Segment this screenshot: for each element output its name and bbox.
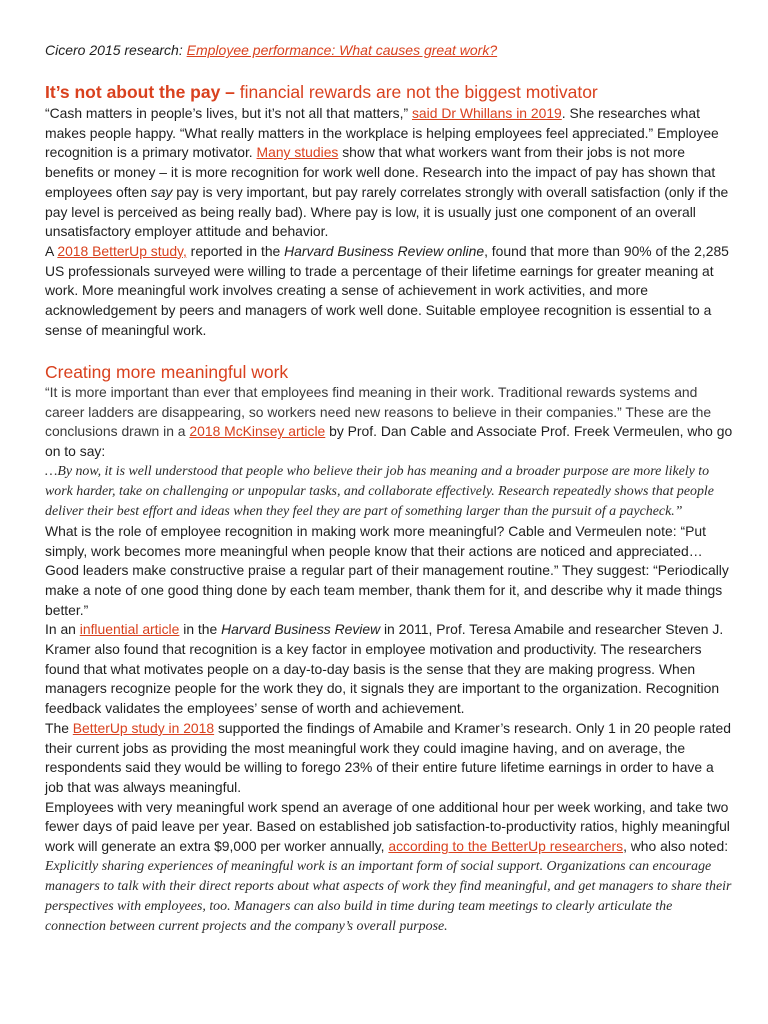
text-run: show that what workers want from their jobs is not more benefits or money – it is more recognition for work well done. Research into the impact of pay has shown that employees often bbox=[45, 144, 716, 200]
text-run: . She researches what makes people happy. “What really matters in the workplace is helping employees feel appreciated.” Employee recognition is a primary motivator. bbox=[45, 105, 719, 161]
mckinsey-link[interactable]: 2018 McKinsey article bbox=[189, 423, 326, 440]
text-run: The bbox=[45, 719, 73, 736]
section2-paragraph-1 bbox=[45, 383, 735, 462]
text-run: in the bbox=[179, 621, 222, 638]
section2-heading: Creating more meaningful work bbox=[45, 362, 289, 382]
influential-article-link[interactable]: influential article bbox=[79, 621, 180, 638]
many-studies-link[interactable]: Many studies bbox=[256, 144, 339, 161]
section1-body bbox=[45, 104, 735, 340]
section2-paragraph-2: What is the role of employee recognition in making work more meaningful? Cable and Vermeulen note: “Put simply, work becomes more meaningful when people know that their actions are noticed and appreciated…Good leaders make constructive praise a regular part of their management routine.” They suggest: “Periodically make a note of one good thing done by each team member, thank them for it, and describe why it made things better.” bbox=[45, 522, 729, 618]
section2-paragraph-4 bbox=[45, 719, 735, 798]
section1-paragraph-2 bbox=[45, 242, 735, 341]
quote-block-1: …By now, it is well understood that people who believe their job has meaning and a broader purpose are more likely to work harder, take on challenging or unpopular tasks, and collaborate effectively. Research repeatedly shows that people deliver their best effort and ideas when they feel they are part of something larger than the pursuit of a paycheck.” bbox=[45, 463, 714, 519]
emphasis: say bbox=[150, 183, 173, 200]
section2-paragraph-5 bbox=[45, 798, 735, 857]
text-run: by Prof. Dan Cable and Associate Prof. Freek Vermeulen, who go on to say: bbox=[45, 423, 733, 460]
text-run: A bbox=[45, 242, 58, 259]
quote-block-2: Explicitly sharing experiences of meaningful work is an important form of social support. Organizations can encourage managers to talk with their direct reports about what aspects of work they find meaningful, and get managers to share their perspectives with employees, too. Managers can also build in time during team meetings to clearly articulate the connection between current projects and the company’s overall purpose. bbox=[45, 858, 732, 934]
betterup-study-link[interactable]: BetterUp study in 2018 bbox=[72, 719, 215, 736]
section1-paragraph-1 bbox=[45, 104, 735, 242]
section1-heading-rest: financial rewards are not the biggest motivator bbox=[234, 82, 598, 102]
emphasis: Harvard Business Review bbox=[221, 621, 381, 638]
text-run: “Cash matters in people’s lives, but it’s not all that matters,” bbox=[45, 105, 412, 121]
text-run: Employees with very meaningful work spend an average of one additional hour per week working, and take two fewer days of paid leave per year. Based on established job satisfaction-to-productivity ratios, highly meaningful work will generate an extra $9,000 per worker annually, bbox=[45, 798, 730, 855]
text-run: , who also noted: bbox=[623, 838, 729, 855]
text-run: in 2011, Prof. Teresa Amabile and researcher Steven J. Kramer also found that recognition is a key factor in employee motivation and productivity. The researchers found that what motivates people on a day-to-day basis is the sense that they are making progress. When managers recognize people for the work they do, it signals they are important to the organization. Recognition feedback validates the employees’ sense of worth and achievement. bbox=[45, 621, 724, 717]
betterup-2018-link[interactable]: 2018 BetterUp study, bbox=[57, 242, 187, 259]
text-run: supported the findings of Amabile and Kramer’s research. Only 1 in 20 people rated their current jobs as providing the most meaningful work they could imagine having, and on average, the respondents said they would be willing to forego 23% of their entire future lifetime earnings in order to have a job that was always meaningful. bbox=[45, 719, 731, 795]
section2-body bbox=[45, 383, 735, 937]
whillans-link[interactable]: said Dr Whillans in 2019 bbox=[411, 105, 562, 121]
text-run: “It is more important than ever that employees find meaning in their work. Traditional rewards systems and career ladders are disappearing, so workers need new reasons to believe in their companies.” These are the conclusions drawn in a bbox=[45, 384, 712, 440]
reference-link[interactable]: Employee performance: What causes great work? bbox=[186, 42, 498, 58]
section2-paragraph-3 bbox=[45, 620, 735, 719]
text-run: , found that more than 90% of the 2,285 US professionals surveyed were willing to trade a percentage of their lifetime earnings for greater meaning at work. More meaningful work involves creating a sense of achievement in work activities, and more acknowledgement by peers and managers of work well done. Suitable employee recognition is essential to a sense of meaningful work. bbox=[45, 242, 729, 338]
reference-line bbox=[45, 42, 497, 58]
section1-heading bbox=[45, 82, 598, 103]
text-run: In an bbox=[45, 621, 80, 638]
betterup-researchers-link[interactable]: according to the BetterUp researchers bbox=[388, 838, 624, 855]
emphasis: Harvard Business Review online bbox=[284, 242, 485, 259]
text-run: reported in the bbox=[186, 242, 285, 259]
reference-prefix: Cicero 2015 research: bbox=[45, 42, 187, 58]
text-run: pay is very important, but pay rarely correlates strongly with overall satisfaction (only if the pay level is perceived as being really bad). Where pay is low, it is usually just one component of an overall unsatisfactory employer attitude and behavior. bbox=[45, 183, 729, 240]
section1-heading-bold: It’s not about the pay – bbox=[45, 82, 235, 102]
